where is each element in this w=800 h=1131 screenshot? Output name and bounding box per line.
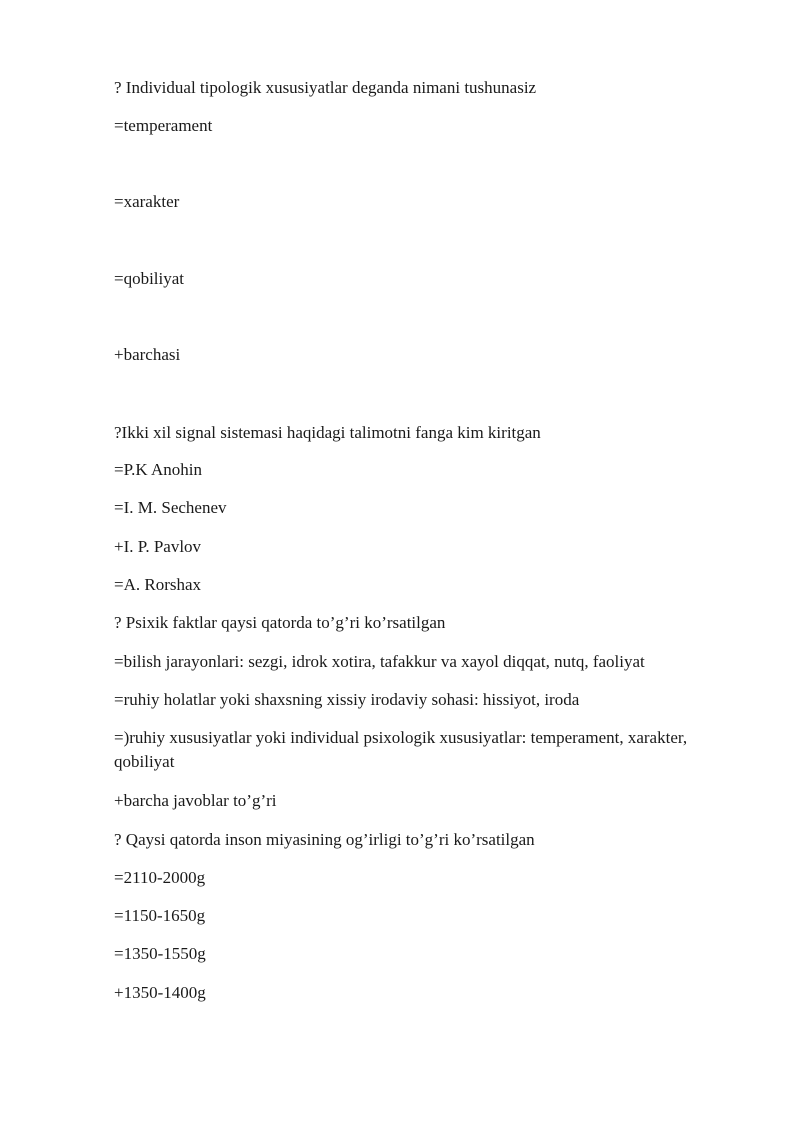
question-2: ?Ikki xil signal sistemasi haqidagi talimotni fanga kim kiritgan [114, 423, 541, 442]
question-1: ? Individual tipologik xususiyatlar deganda nimani tushunasiz [114, 78, 537, 97]
question-4-answer: +1350-1400g [114, 983, 206, 1002]
question-2-answer: +I. P. Pavlov [114, 537, 202, 556]
question-1-option-2: =xarakter [114, 192, 180, 211]
question-1-answer: +barchasi [114, 345, 181, 364]
question-3: ? Psixik faktlar qaysi qatorda to’g’ri ko’rsatilgan [114, 613, 446, 632]
question-1-option-3: =qobiliyat [114, 269, 185, 288]
question-4-option-2: =1150-1650g [114, 906, 206, 925]
question-3-answer: +barcha javoblar to’g’ri [114, 791, 277, 810]
question-3-option-1: =bilish jarayonlari: sezgi, idrok xotira, tafakkur va xayol diqqat, nutq, faoliyat [114, 652, 645, 671]
question-4-option-1: =2110-2000g [114, 868, 206, 887]
question-3-option-2: =ruhiy holatlar yoki shaxsning xissiy irodaviy sohasi: hissiyot, iroda [114, 690, 580, 709]
question-4-option-3: =1350-1550g [114, 944, 206, 963]
question-3-option-3: =)ruhiy xususiyatlar yoki individual psixologik xususiyatlar: temperament, xarakter, qobiliyat [114, 728, 688, 771]
question-2-option-2: =I. M. Sechenev [114, 498, 227, 517]
question-2-option-1: =P.K Anohin [114, 460, 202, 479]
question-4: ? Qaysi qatorda inson miyasining og’irligi to’g’ri ko’rsatilgan [114, 830, 535, 849]
question-1-option-1: =temperament [114, 116, 213, 135]
question-2-option-4: =A. Rorshax [114, 575, 202, 594]
